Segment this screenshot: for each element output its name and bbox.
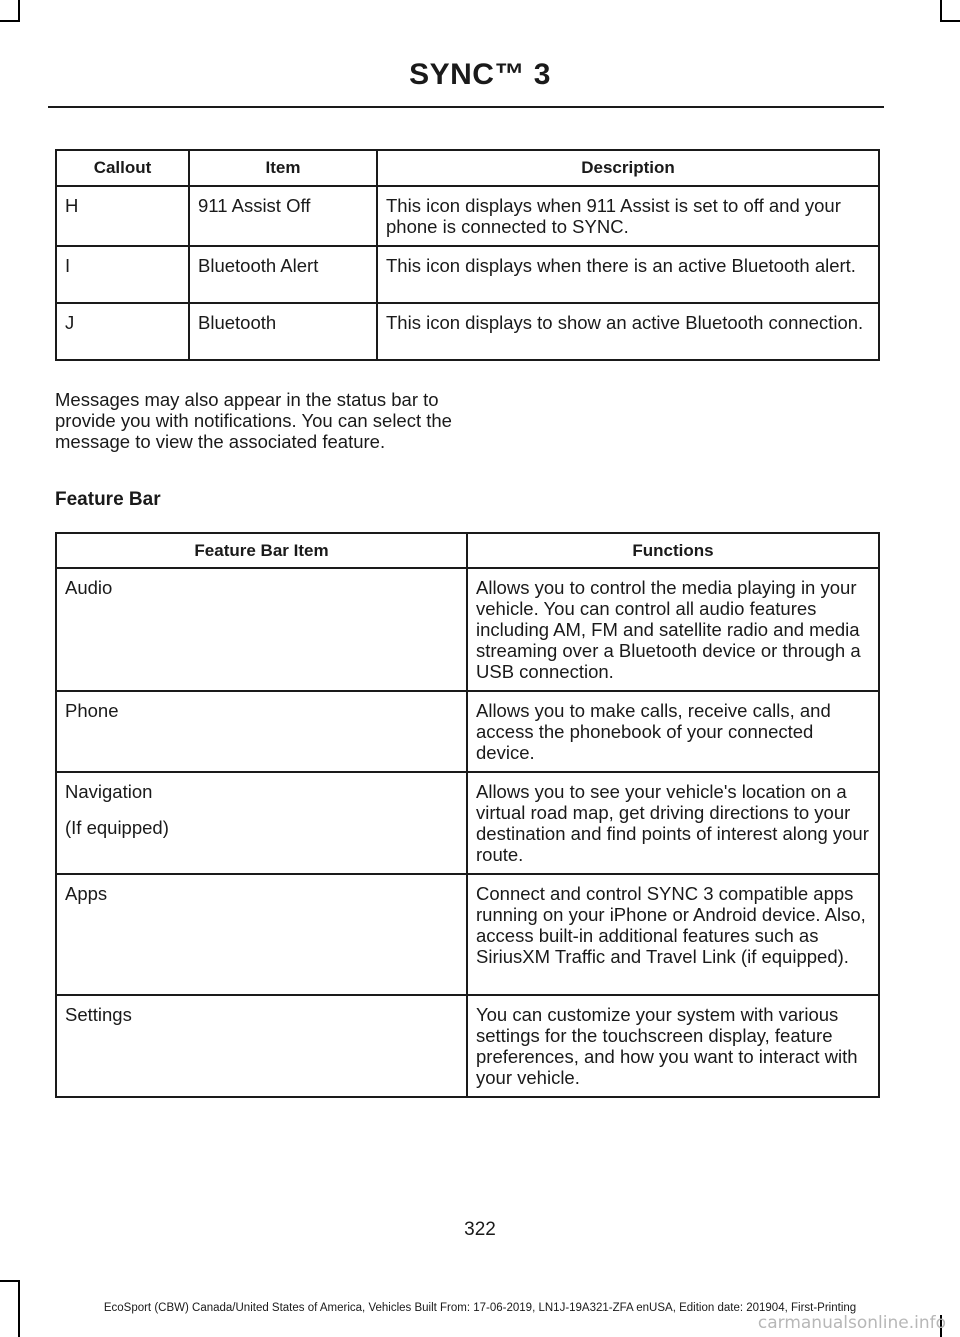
- crop-mark: [18, 0, 20, 22]
- column-header-callout: Callout: [56, 150, 189, 186]
- page-number: 322: [464, 1219, 496, 1240]
- description-cell: This icon displays when there is an active Bluetooth alert.: [377, 246, 879, 303]
- table-row: [56, 568, 879, 691]
- table-row: [56, 303, 879, 360]
- table-row: [56, 246, 879, 303]
- feature-item-cell: Phone: [56, 691, 467, 772]
- feature-item-cell: [56, 772, 467, 874]
- callout-cell: H: [56, 186, 189, 246]
- title-divider: [48, 106, 884, 108]
- feature-item-cell: Settings: [56, 995, 467, 1097]
- column-header-feature-bar-item: Feature Bar Item: [56, 533, 467, 568]
- table-row: [56, 874, 879, 995]
- column-header-item: Item: [189, 150, 377, 186]
- section-heading-feature-bar: Feature Bar: [55, 489, 161, 510]
- watermark: carmanualsonline.info: [757, 1313, 946, 1333]
- feature-item-cell: Audio: [56, 568, 467, 691]
- item-cell: Bluetooth Alert: [189, 246, 377, 303]
- column-header-functions: Functions: [467, 533, 879, 568]
- description-cell: This icon displays to show an active Bluetooth connection.: [377, 303, 879, 360]
- edition-footer: EcoSport (CBW) Canada/United States of America, Vehicles Built From: 17-06-2019, LN1J-19A321-ZFA enUSA, Edition date: 201904, First-Printing: [103, 1302, 857, 1314]
- page-title: SYNC™ 3: [409, 58, 551, 91]
- crop-mark: [940, 0, 942, 22]
- feature-item-note: (If equipped): [65, 817, 169, 838]
- item-cell: Bluetooth: [189, 303, 377, 360]
- table-row: [56, 691, 879, 772]
- crop-mark: [0, 1280, 20, 1282]
- feature-function-cell: Allows you to make calls, receive calls, and access the phonebook of your connected device.: [467, 691, 879, 772]
- crop-mark: [0, 20, 20, 22]
- feature-function-cell: Allows you to see your vehicle's location on a virtual road map, get driving directions to your destination and find points of interest along your route.: [467, 772, 879, 874]
- table-row: [56, 186, 879, 246]
- description-cell: This icon displays when 911 Assist is set to off and your phone is connected to SYNC.: [377, 186, 879, 246]
- callout-cell: I: [56, 246, 189, 303]
- feature-item-cell: Apps: [56, 874, 467, 995]
- feature-function-cell: Connect and control SYNC 3 compatible apps running on your iPhone or Android device. Also, access built-in additional features such as SiriusXM Traffic and Travel Link (if equipped).: [467, 874, 879, 995]
- feature-bar-table: [55, 532, 880, 1098]
- status-bar-messages-paragraph: Messages may also appear in the status bar to provide you with notifications. You can select the message to view the associated feature.: [55, 389, 452, 452]
- feature-function-cell: You can customize your system with various settings for the touchscreen display, feature preferences, and how you want to interact with your vehicle.: [467, 995, 879, 1097]
- table-header-row: [56, 150, 879, 186]
- callout-table: [55, 149, 880, 361]
- table-header-row: [56, 533, 879, 568]
- feature-item-label: Navigation: [65, 781, 153, 802]
- crop-mark: [940, 20, 960, 22]
- feature-function-cell: Allows you to control the media playing in your vehicle. You can control all audio features including AM, FM and satellite radio and media streaming over a Bluetooth device or through a USB connection.: [467, 568, 879, 691]
- callout-cell: J: [56, 303, 189, 360]
- item-cell: 911 Assist Off: [189, 186, 377, 246]
- table-row: [56, 772, 879, 874]
- column-header-description: Description: [377, 150, 879, 186]
- table-row: [56, 995, 879, 1097]
